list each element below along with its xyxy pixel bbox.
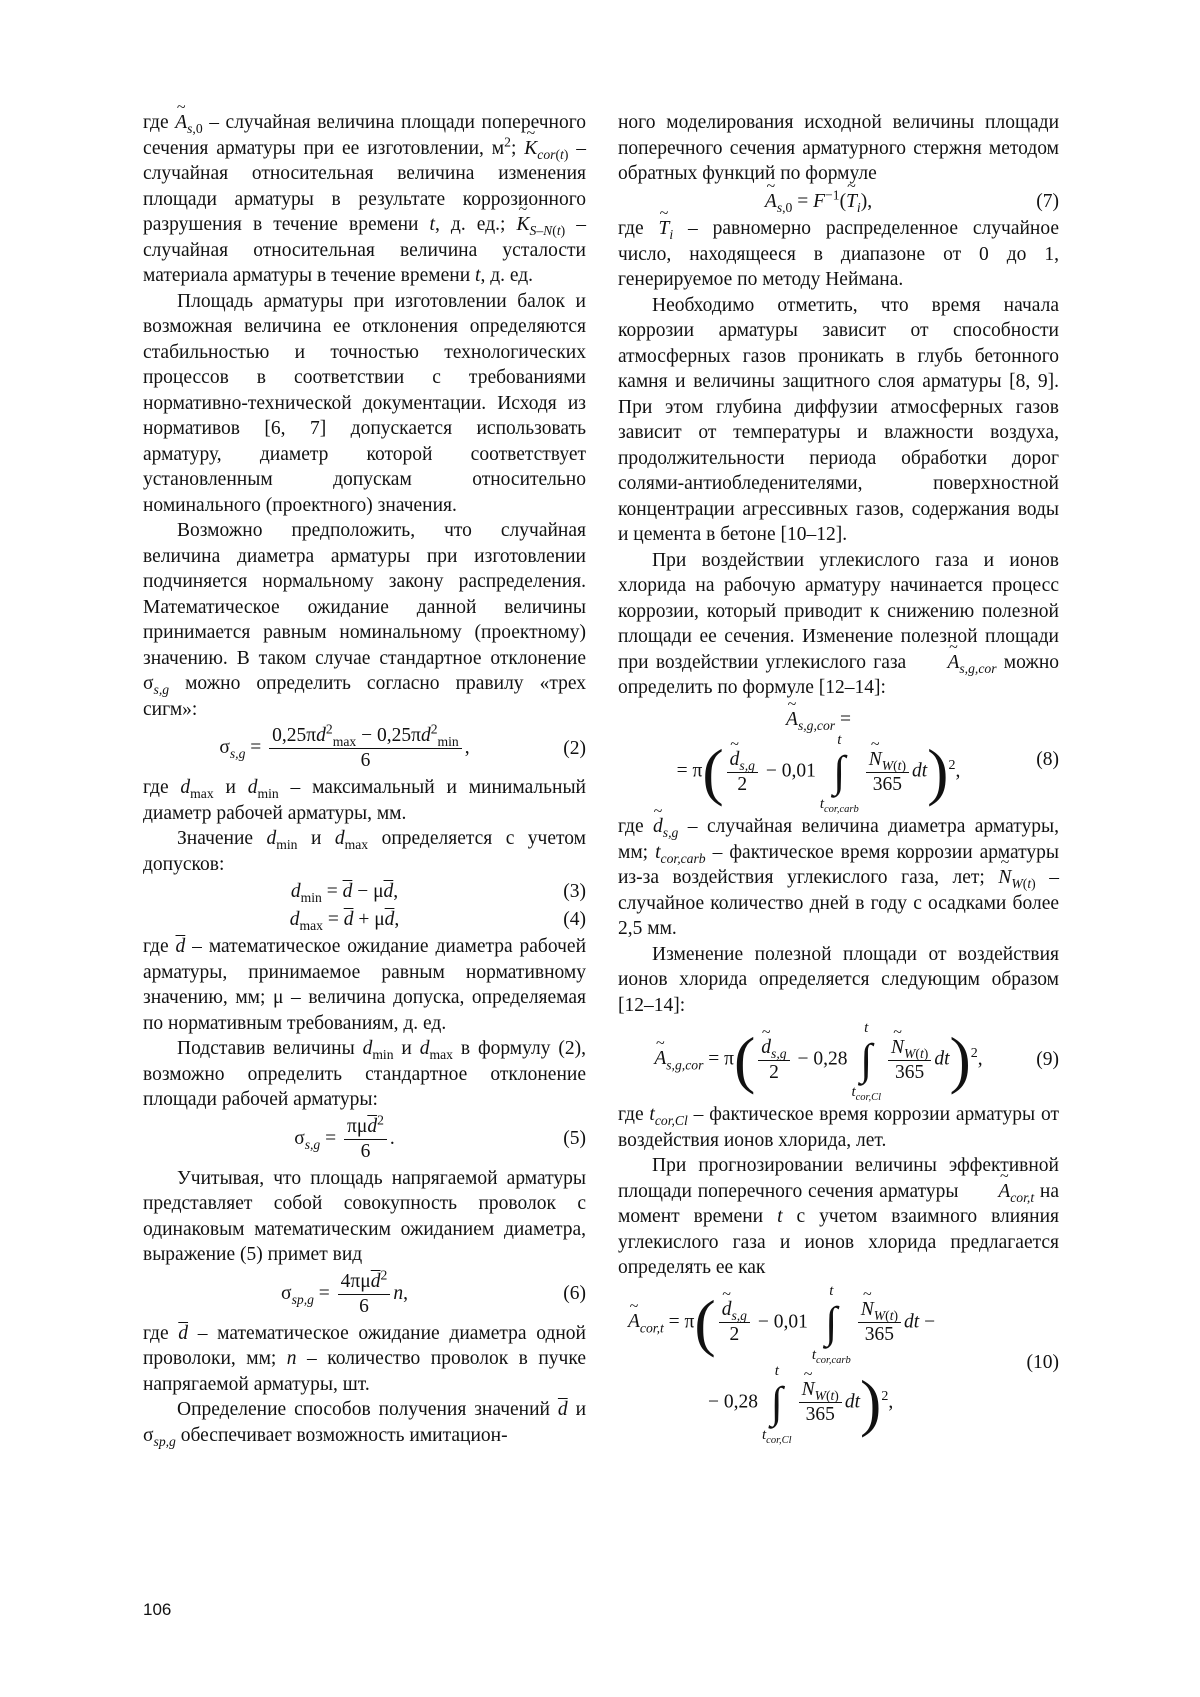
equation-number: (4)	[563, 908, 586, 930]
equation-3: $d_{min} = \overline{d} - \mu\overline{d}$, (3)	[290, 881, 586, 905]
paragraph: где ~ $T_i$ – равномерно распределенное случайное число, находящееся в диапазоне от 0 до 1, генерируемое по методу Неймана.	[618, 216, 1059, 293]
paragraph: ного моделирования исходной величины площади поперечного сечения арматурного стержня методом обратных функций по формуле	[618, 112, 1059, 184]
paragraph: При воздействии углекислого газа и ионов хлорида на рабочую арматуру начинается процесс коррозии, который приводит к снижению полезной площади ее сечения. Изменение полезной площади при воздействии углекислого газа ~ $A_{s,g,cor}$ можно определить по формуле [12–14]:	[618, 548, 1059, 701]
paragraph: где $\overline{d}$ – математическое ожидание диаметра рабочей арматуры, принимаемое равным нормативному значению, мм; μ – величина допуска, определяемая по нормативным требованиям, д. ед.	[143, 936, 587, 1034]
paragraph: Значение $d_{min}$ и $d_{max}$ определяется с учетом допусков:	[143, 828, 586, 875]
paragraph: Определение способов получения значений $\overline{d}$ и $\sigma_{sp,g}$ обеспечивает возможность имитацион-	[143, 1399, 587, 1449]
equation-number: (2)	[563, 737, 586, 759]
equation-2: $\sigma_{s,g}$ = $\frac{0,25\pi d^2_{max} - 0,25\pi d^2_{min}}{6}$ , (2)	[219, 721, 586, 771]
equation-8: ~ $A_{s,g,cor}$ = = π( ~ $\frac{d_{s,g}}{2}$ − 0,01 t ∫ $t_{cor,carb}$ ~ $\frac{N_{W(t)}}{365}$ dt)$^2$, (8)	[618, 707, 1059, 813]
paragraph: Учитывая, что площадь напрягаемой арматуры представляет собой совокупность проволок с одинаковым математическим ожиданием диаметра, выражение (5) примет вид	[143, 1167, 586, 1265]
equation-number: (5)	[563, 1128, 586, 1150]
paragraph: Необходимо отметить, что время начала коррозии арматуры зависит от способности атмосферных газов проникать в глубь бетонного камня и величины защитного слоя арматуры [8, 9]. При этом глубина диффузии атмосферных газов зависит от температуры и влажности воздуха, продолжительности периода обработки дорог солями-антиобледенителями, поверхностной концентрации агрессивных газов, содержания воды и цемента в бетоне [10–12].	[618, 294, 1059, 545]
paragraph: Подставив величины $d_{min}$ и $d_{max}$ в формулу (2), возможно определить стандартное отклонение площади рабочей арматуры:	[143, 1038, 587, 1110]
right-column	[618, 110, 1059, 1445]
equation-number: (3)	[563, 881, 586, 902]
paragraph: При прогнозировании величины эффективной площади поперечного сечения арматуры ~ $A_{cor,t}$ на момент времени t с учетом взаимного влияния углекислого газа и ионов хлорида предлагается определять ее как	[618, 1153, 1059, 1281]
equation-number: (7)	[1036, 190, 1059, 212]
equation-number: (9)	[1036, 1049, 1059, 1071]
page-number: 106	[143, 1600, 172, 1619]
paragraph: Изменение полезной площади от воздействия ионов хлорида определяется следующим образом [12–14]:	[618, 943, 1059, 1016]
paragraph: Площадь арматуры при изготовлении балок и возможная величина ее отклонения определяются стабильностью и точностью технологических процессов в соответствии с требованиями нормативно-технической документации. Исходя из нормативов [6, 7] допускается использовать арматуру, диаметр которой соответствует установленным допускам относительно номинального (проектного) значения.	[143, 290, 586, 516]
equation-5: $\sigma_{s,g}$ = $\frac{\pi\mu\overline{d}^2}{6}$ . (5)	[294, 1112, 586, 1162]
equation-9: ~ $A_{s,g,cor} = \pi$( ~ $\frac{d_{s,g}}{2}$ − 0,28 t ∫ $t_{cor,Cl}$ ~ $\frac{N_{W(t)}}{365}$ dt)$^2$, (9)	[618, 1020, 1059, 1100]
equation-7: ~ $A_{s,0}$ = $F^{-1}(\sim$ $T_i$), (7)	[618, 189, 1059, 215]
equation-4: $d_{max} = \overline{d} + \mu\overline{d}$, (4)	[289, 908, 586, 933]
paragraph: где $t_{cor,Cl}$ – фактическое время коррозии арматуры от воздействия ионов хлорида, лет.	[618, 1104, 1059, 1151]
paragraph: где $\overline{d}$ – математическое ожидание диаметра одной проволоки, мм; n – количество проволок в пучке напрягаемой арматуры, шт.	[143, 1322, 586, 1395]
paragraph: где ~ $d_{s,g}$ – случайная величина диаметра арматуры, мм; $t_{cor,carb}$ – фактическое время коррозии арматуры из-за воздействия углекислого газа, лет; ~ $N_{W(t)}$ – случайное количество дней в году с осадками более 2,5 мм.	[618, 814, 1059, 942]
equation-6: $\sigma_{sp,g}$ = $\frac{4\pi\mu\overline{d}^2}{6}$ n, (6)	[281, 1267, 586, 1317]
paragraph: Возможно предположить, что случайная величина диаметра арматуры при изготовлении подчиняется нормальному закону распределения. Математическое ожидание данной величины принимается равным номинальному (проектному) значению. В таком случае стандартное отклонение $\sigma_{s,g}$ можно определить согласно правилу «трех сигм»:	[143, 520, 586, 720]
left-column	[143, 110, 586, 1448]
equation-number: (8)	[1036, 748, 1059, 770]
equation-number: (10)	[1026, 1351, 1059, 1373]
equation-10: ~ $A_{cor,t} = \pi$( ~ $\frac{d_{s,g}}{2}$ − 0,01 t ∫ $t_{cor,carb}$ ~ $\frac{N_{W(t)}}{365}$ dt − − 0,28 t ∫ $t_{cor,Cl}$ ~ $\frac{N_{W(t)}}{365}$ dt)$^2$, (10)	[618, 1283, 1059, 1443]
equation-number: (6)	[563, 1283, 586, 1305]
paragraph: где $d_{max}$ и $d_{min}$ – максимальный и минимальный диаметр рабочей арматуры, мм.	[143, 777, 586, 824]
paragraph: где ~ $A_{s,0}$ – случайная величина площади поперечного сечения арматуры при ее изготовлении, $м^2$; ~ $K_{cor(t)}$ – случайная относительная величина изменения площади арматуры в результате коррозионного разрушения в течение времени t, д. ед.; ~ $K_{S-N(t)}$ – случайная относительная величина усталости материала арматуры в течение времени t, д. ед.	[143, 110, 586, 289]
